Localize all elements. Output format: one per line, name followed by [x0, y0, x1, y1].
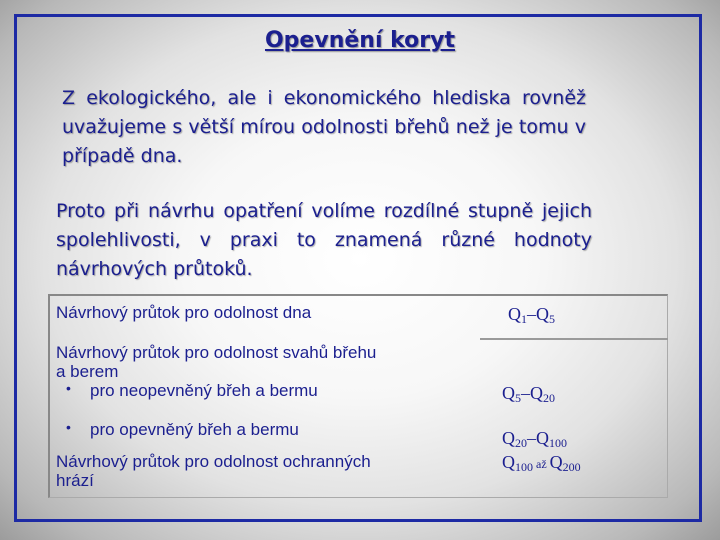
q-range-3: $Q_{20}-Q_{100}$ [502, 428, 567, 450]
table-row-divider [480, 338, 668, 340]
paragraph-2: Proto při návrhu opatření volíme rozdílné stupně jejich spolehlivosti, v praxi to znamená různé hodnoty návrhových průtoků. [56, 200, 592, 280]
bullet-2-dot: • [66, 419, 71, 435]
bullet-1-dot: • [66, 380, 71, 396]
row2-label-line2: a berem [56, 362, 119, 381]
q-range-4: $Q_{100}$ až $Q_{200}$ [502, 452, 581, 474]
row1-label: Návrhový průtok pro odolnost dna [56, 303, 312, 322]
paragraph-1: Z ekologického, ale i ekonomického hlediska rovněž uvažujeme s větší mírou odolnosti břehů než je tomu v případě dna. [62, 87, 586, 167]
row2-label-line1: Návrhový průtok pro odolnost svahů břehu [56, 343, 377, 362]
row3-label-line2: hrází [56, 471, 94, 490]
q-range-1: $Q_1-Q_5$ [508, 304, 555, 326]
row3-label-line1: Návrhový průtok pro odolnost ochranných [56, 452, 371, 471]
bullet-1-text: pro neopevněný břeh a bermu [90, 381, 318, 400]
bullet-2-text: pro opevněný břeh a bermu [90, 420, 299, 439]
q-range-2: $Q_5-Q_{20}$ [502, 383, 555, 405]
slide-title: Opevnění koryt [264, 28, 456, 53]
